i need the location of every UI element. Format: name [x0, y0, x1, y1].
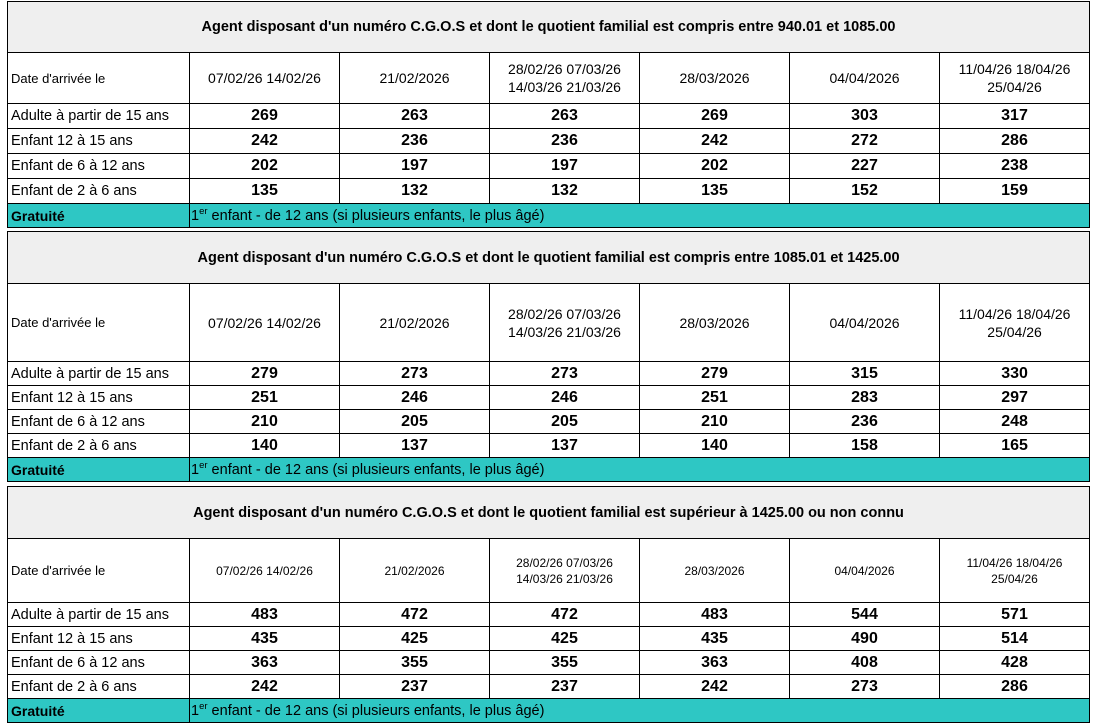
price-cell: 242 [190, 129, 340, 154]
row-label-adult: Adulte à partir de 15 ans [8, 362, 190, 386]
free-ordinal: 1 [191, 461, 200, 478]
price-cell: 140 [190, 434, 340, 458]
date-header-label: Date d'arrivée le [8, 53, 190, 104]
date-header-cell [340, 539, 490, 603]
price-cell: 472 [490, 603, 640, 627]
date-line: 07/02/26 14/02/26 [208, 314, 321, 331]
free-text [190, 204, 1090, 228]
free-description: enfant - de 12 ans (si plusieurs enfants, le plus âgé) [207, 207, 545, 224]
date-line: 07/02/26 14/02/26 [208, 70, 321, 86]
tariff-table-qf-1085-1425 [7, 231, 1090, 482]
date-line: 04/04/2026 [834, 563, 895, 578]
date-header-label: Date d'arrivée le [8, 539, 190, 603]
price-cell: 315 [790, 362, 940, 386]
free-ordinal-suffix: er [199, 205, 208, 217]
free-ordinal-suffix: er [199, 700, 208, 712]
row-label-child-2-6: Enfant de 2 à 6 ans [8, 179, 190, 204]
date-line: 04/04/2026 [829, 314, 900, 331]
price-cell: 297 [940, 386, 1090, 410]
date-line: 14/03/26 21/03/26 [508, 323, 621, 340]
row-label-child-12-15: Enfant 12 à 15 ans [8, 627, 190, 651]
price-cell: 246 [490, 386, 640, 410]
price-cell: 317 [940, 104, 1090, 129]
price-cell: 273 [790, 675, 940, 699]
price-cell: 238 [940, 154, 1090, 179]
date-line: 21/02/2026 [379, 70, 450, 86]
price-cell: 514 [940, 627, 1090, 651]
date-line: 04/04/2026 [829, 70, 900, 86]
price-cell: 330 [940, 362, 1090, 386]
row-label-child-6-12: Enfant de 6 à 12 ans [8, 410, 190, 434]
price-cell: 355 [490, 651, 640, 675]
free-ordinal: 1 [191, 702, 200, 719]
price-cell: 132 [490, 179, 640, 204]
price-cell: 236 [490, 129, 640, 154]
price-cell: 483 [190, 603, 340, 627]
table-title-row [8, 2, 1090, 53]
price-cell: 273 [490, 362, 640, 386]
price-cell: 263 [340, 104, 490, 129]
table-title-row [8, 487, 1090, 539]
price-cell: 269 [190, 104, 340, 129]
date-header-cell [640, 53, 790, 104]
date-header-label: Date d'arrivée le [8, 284, 190, 362]
price-cell: 210 [190, 410, 340, 434]
table-row [8, 410, 1090, 434]
date-header-cell [190, 53, 340, 104]
date-line: 14/03/26 21/03/26 [516, 571, 613, 586]
price-cell: 205 [490, 410, 640, 434]
date-line: 28/02/26 07/03/26 [516, 555, 613, 570]
free-ordinal: 1 [191, 207, 200, 224]
price-cell: 236 [340, 129, 490, 154]
date-header-cell [490, 53, 640, 104]
free-label: Gratuité [8, 204, 190, 228]
free-ordinal-suffix: er [199, 459, 208, 471]
price-cell: 279 [640, 362, 790, 386]
price-cell: 152 [790, 179, 940, 204]
table-row [8, 651, 1090, 675]
table-title: Agent disposant d'un numéro C.G.O.S et dont le quotient familial est supérieur à 1425.00 ou non connu [8, 487, 1090, 539]
price-cell: 137 [340, 434, 490, 458]
price-cell: 286 [940, 675, 1090, 699]
free-text [190, 458, 1090, 482]
date-header-cell [190, 539, 340, 603]
date-header-cell [190, 284, 340, 362]
price-cell: 263 [490, 104, 640, 129]
row-label-adult: Adulte à partir de 15 ans [8, 603, 190, 627]
date-line: 25/04/26 [991, 571, 1038, 586]
price-cell: 165 [940, 434, 1090, 458]
table-row [8, 129, 1090, 154]
free-text [190, 699, 1090, 723]
table-row [8, 154, 1090, 179]
price-cell: 435 [190, 627, 340, 651]
price-cell: 197 [490, 154, 640, 179]
table-title: Agent disposant d'un numéro C.G.O.S et dont le quotient familial est compris entre 1085.01 et 1425.00 [8, 232, 1090, 284]
price-cell: 355 [340, 651, 490, 675]
price-cell: 472 [340, 603, 490, 627]
free-label: Gratuité [8, 699, 190, 723]
date-line: 28/02/26 07/03/26 [508, 61, 621, 77]
free-description: enfant - de 12 ans (si plusieurs enfants, le plus âgé) [207, 461, 545, 478]
price-cell: 251 [190, 386, 340, 410]
price-cell: 246 [340, 386, 490, 410]
tariff-table-qf-above-1425 [7, 486, 1090, 723]
price-cell: 135 [640, 179, 790, 204]
price-cell: 242 [190, 675, 340, 699]
row-label-child-6-12: Enfant de 6 à 12 ans [8, 154, 190, 179]
date-header-row [8, 284, 1090, 362]
price-cell: 140 [640, 434, 790, 458]
table-title-row [8, 232, 1090, 284]
date-line: 11/04/26 18/04/26 [958, 305, 1071, 322]
table-title: Agent disposant d'un numéro C.G.O.S et dont le quotient familial est compris entre 940.01 et 1085.00 [8, 2, 1090, 53]
price-cell: 279 [190, 362, 340, 386]
price-cell: 197 [340, 154, 490, 179]
date-header-cell [790, 539, 940, 603]
price-cell: 483 [640, 603, 790, 627]
table-row [8, 362, 1090, 386]
table-row [8, 386, 1090, 410]
table-row [8, 104, 1090, 129]
date-header-cell [340, 53, 490, 104]
date-header-row [8, 539, 1090, 603]
price-cell: 242 [640, 675, 790, 699]
date-line: 25/04/26 [987, 323, 1042, 340]
date-line: 28/03/2026 [679, 70, 750, 86]
date-line: 28/03/2026 [684, 563, 745, 578]
free-row [8, 204, 1090, 228]
price-cell: 490 [790, 627, 940, 651]
price-cell: 202 [190, 154, 340, 179]
price-cell: 571 [940, 603, 1090, 627]
date-header-cell [790, 284, 940, 362]
date-header-cell [640, 284, 790, 362]
date-line: 25/04/26 [987, 79, 1042, 95]
table-row [8, 627, 1090, 651]
table-row [8, 603, 1090, 627]
date-header-cell [340, 284, 490, 362]
date-header-cell [940, 284, 1090, 362]
table-row [8, 434, 1090, 458]
free-label: Gratuité [8, 458, 190, 482]
tariff-table-qf-940-1085 [7, 1, 1090, 228]
price-cell: 242 [640, 129, 790, 154]
row-label-adult: Adulte à partir de 15 ans [8, 104, 190, 129]
price-cell: 210 [640, 410, 790, 434]
price-cell: 286 [940, 129, 1090, 154]
price-cell: 236 [790, 410, 940, 434]
price-cell: 248 [940, 410, 1090, 434]
date-line: 11/04/26 18/04/26 [966, 555, 1063, 570]
date-line: 28/02/26 07/03/26 [508, 305, 621, 322]
price-cell: 272 [790, 129, 940, 154]
price-cell: 428 [940, 651, 1090, 675]
price-cell: 435 [640, 627, 790, 651]
date-header-cell [490, 284, 640, 362]
price-cell: 237 [340, 675, 490, 699]
row-label-child-2-6: Enfant de 2 à 6 ans [8, 434, 190, 458]
price-cell: 273 [340, 362, 490, 386]
price-cell: 544 [790, 603, 940, 627]
date-header-row [8, 53, 1090, 104]
date-header-cell [790, 53, 940, 104]
date-line: 11/04/26 18/04/26 [958, 61, 1071, 77]
price-cell: 205 [340, 410, 490, 434]
date-line: 14/03/26 21/03/26 [508, 79, 621, 95]
date-line: 21/02/2026 [379, 314, 450, 331]
price-cell: 425 [340, 627, 490, 651]
price-cell: 135 [190, 179, 340, 204]
row-label-child-12-15: Enfant 12 à 15 ans [8, 129, 190, 154]
row-label-child-12-15: Enfant 12 à 15 ans [8, 386, 190, 410]
table-row [8, 675, 1090, 699]
table-row [8, 179, 1090, 204]
date-header-cell [640, 539, 790, 603]
price-cell: 137 [490, 434, 640, 458]
price-cell: 425 [490, 627, 640, 651]
price-cell: 202 [640, 154, 790, 179]
price-cell: 251 [640, 386, 790, 410]
free-description: enfant - de 12 ans (si plusieurs enfants, le plus âgé) [207, 702, 545, 719]
free-row [8, 458, 1090, 482]
price-cell: 363 [640, 651, 790, 675]
price-cell: 363 [190, 651, 340, 675]
row-label-child-6-12: Enfant de 6 à 12 ans [8, 651, 190, 675]
date-line: 21/02/2026 [384, 563, 445, 578]
date-header-cell [940, 539, 1090, 603]
date-line: 07/02/26 14/02/26 [216, 563, 313, 578]
date-header-cell [940, 53, 1090, 104]
free-row [8, 699, 1090, 723]
price-cell: 158 [790, 434, 940, 458]
price-cell: 132 [340, 179, 490, 204]
price-cell: 227 [790, 154, 940, 179]
price-cell: 269 [640, 104, 790, 129]
date-header-cell [490, 539, 640, 603]
price-cell: 408 [790, 651, 940, 675]
price-cell: 303 [790, 104, 940, 129]
price-cell: 159 [940, 179, 1090, 204]
row-label-child-2-6: Enfant de 2 à 6 ans [8, 675, 190, 699]
date-line: 28/03/2026 [679, 314, 750, 331]
price-cell: 237 [490, 675, 640, 699]
price-cell: 283 [790, 386, 940, 410]
